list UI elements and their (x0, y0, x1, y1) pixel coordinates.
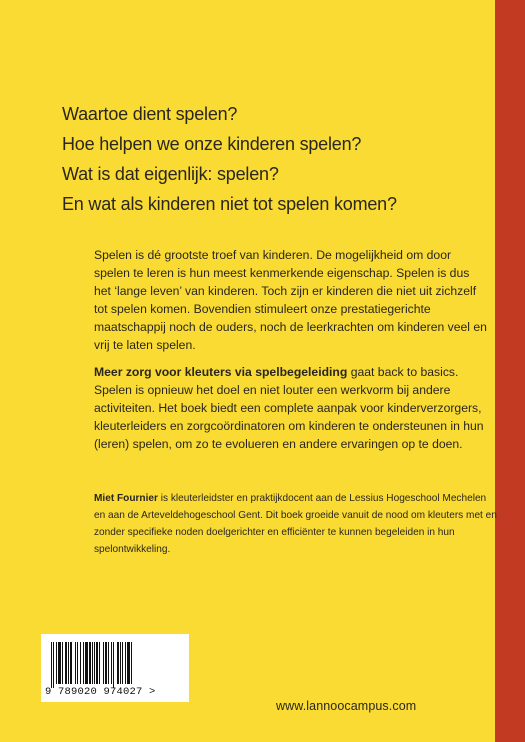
question-line: Wat is dat eigenlijk: spelen? (62, 164, 279, 184)
question-line: Hoe helpen we onze kinderen spelen? (62, 134, 362, 154)
intro-paragraph: Spelen is dé grootste troef van kinderen. De mogelijkheid om door spelen te leren is hun meest kenmerkende eigenschap. Spelen is dus het ‘lange leven’ van kinderen. Toch zijn er kinderen die niet uit zichzelf tot spelen komen. Bovendien stimuleert onze prestatiegerichte maatschappij noch de ouders, noch de leerkrachten om kinderen veel en vrij te laten spelen. (94, 248, 487, 352)
isbn-number: 9 789020 974027 > (45, 686, 156, 698)
barcode-bars-icon (51, 642, 175, 688)
question-list (62, 99, 482, 219)
book-description-paragraph (94, 364, 489, 454)
author-bio-paragraph (94, 490, 499, 558)
author-bio-text: is kleuterleidster en praktijkdocent aan de Lessius Hogeschool Mechelen en aan de Arteveldehogeschool Gent. Dit boek groeide vanuit de nood om kleuters met en zonder specifieke noden doelgerichter en efficiënter te kunnen begeleiden in hun spelontwikkeling. (94, 493, 497, 555)
question-line: En wat als kinderen niet tot spelen komen? (62, 194, 397, 214)
question-line: Waartoe dient spelen? (62, 104, 238, 124)
spine-stripe (495, 0, 525, 742)
barcode (41, 634, 189, 702)
author-name-bold: Miet Fournier (94, 493, 158, 504)
publisher-website: www.lannoocampus.com (276, 699, 417, 713)
book-description-text: gaat back to basics. Spelen is opnieuw het doel en niet louter een werkvorm bij andere activiteiten. Het boek biedt een complete aanpak voor kinderverzorgers, kleuterleiders en zorgcoördinatoren om kinderen te ondersteunen in hun (leren) spelen, om zo te evolueren en andere ervaringen op te doen. (94, 365, 484, 451)
book-title-bold: Meer zorg voor kleuters via spelbegeleiding (94, 365, 348, 379)
